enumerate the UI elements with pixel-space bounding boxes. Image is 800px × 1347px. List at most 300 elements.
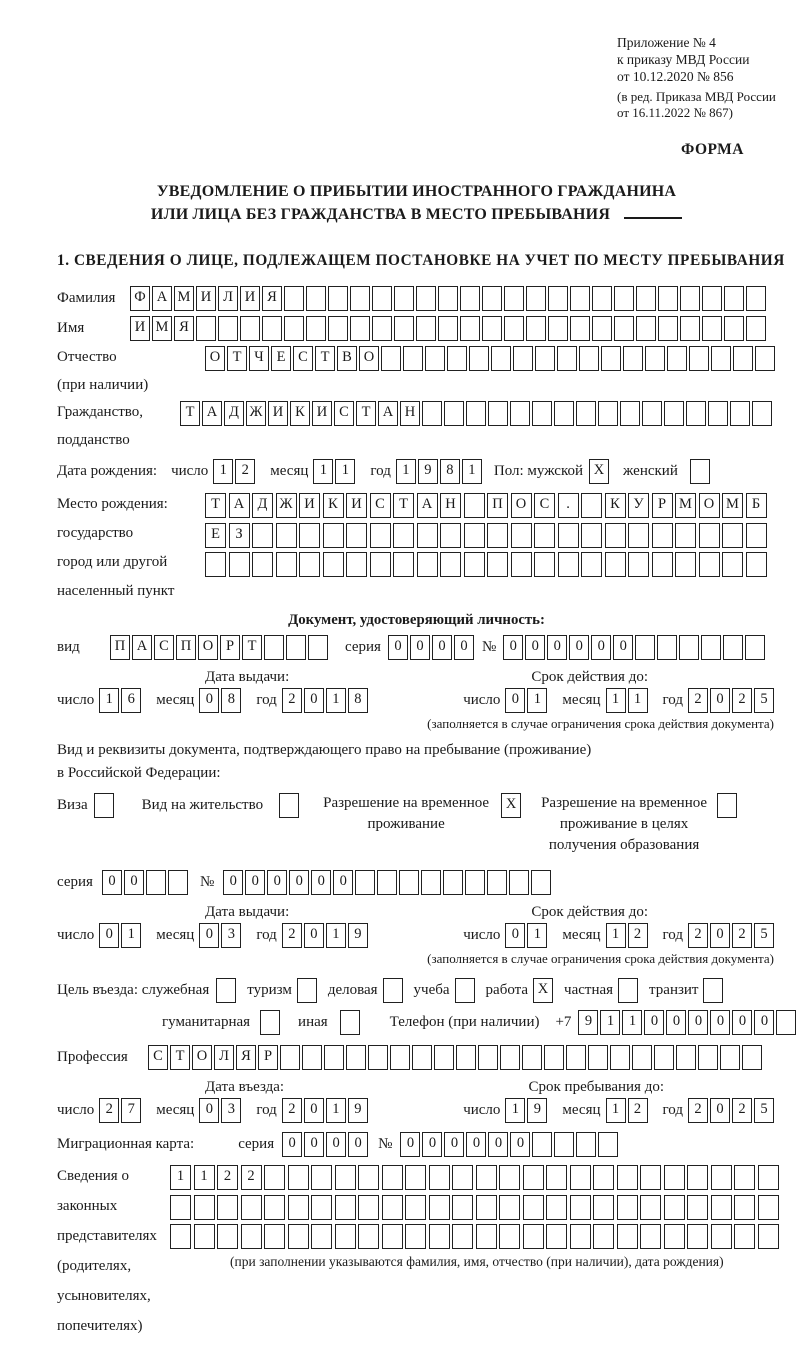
char-cell[interactable]: . bbox=[558, 493, 579, 518]
char-cell[interactable] bbox=[635, 635, 655, 660]
char-cell[interactable] bbox=[288, 1224, 309, 1249]
char-cell[interactable] bbox=[522, 1045, 542, 1070]
char-cell[interactable] bbox=[464, 552, 485, 577]
sex-female-checkbox[interactable] bbox=[690, 459, 710, 484]
char-cell[interactable] bbox=[614, 316, 634, 341]
char-cell[interactable] bbox=[640, 1224, 661, 1249]
char-cell[interactable] bbox=[734, 1165, 755, 1190]
char-cell[interactable] bbox=[679, 635, 699, 660]
char-cell[interactable] bbox=[523, 1195, 544, 1220]
char-cell[interactable] bbox=[680, 286, 700, 311]
char-cell[interactable] bbox=[460, 316, 480, 341]
char-cell[interactable]: 0 bbox=[304, 688, 324, 713]
char-cell[interactable]: Л bbox=[214, 1045, 234, 1070]
char-cell[interactable]: 9 bbox=[527, 1098, 547, 1123]
char-cell[interactable]: А bbox=[132, 635, 152, 660]
char-cell[interactable]: И bbox=[312, 401, 332, 426]
char-cell[interactable]: И bbox=[268, 401, 288, 426]
char-cell[interactable]: Д bbox=[252, 493, 273, 518]
char-cell[interactable] bbox=[416, 286, 436, 311]
char-cell[interactable] bbox=[755, 346, 775, 371]
char-cell[interactable] bbox=[393, 552, 414, 577]
char-cell[interactable]: Р bbox=[652, 493, 673, 518]
char-cell[interactable] bbox=[346, 552, 367, 577]
char-cell[interactable]: Н bbox=[440, 493, 461, 518]
char-cell[interactable] bbox=[554, 1132, 574, 1157]
char-cell[interactable]: 0 bbox=[199, 923, 219, 948]
char-cell[interactable]: И bbox=[240, 286, 260, 311]
char-cell[interactable] bbox=[350, 316, 370, 341]
char-cell[interactable]: 0 bbox=[267, 870, 287, 895]
purpose-study-checkbox[interactable] bbox=[455, 978, 475, 1003]
char-cell[interactable] bbox=[377, 870, 397, 895]
char-cell[interactable]: И bbox=[196, 286, 216, 311]
char-cell[interactable]: 0 bbox=[311, 870, 331, 895]
char-cell[interactable] bbox=[687, 1195, 708, 1220]
char-cell[interactable] bbox=[323, 552, 344, 577]
char-cell[interactable]: З bbox=[229, 523, 250, 548]
char-cell[interactable] bbox=[664, 401, 684, 426]
char-cell[interactable] bbox=[335, 1195, 356, 1220]
char-cell[interactable] bbox=[370, 552, 391, 577]
char-cell[interactable]: Ф bbox=[130, 286, 150, 311]
char-cell[interactable]: 2 bbox=[241, 1165, 262, 1190]
char-cell[interactable] bbox=[570, 286, 590, 311]
char-cell[interactable] bbox=[614, 286, 634, 311]
char-cell[interactable] bbox=[724, 286, 744, 311]
char-cell[interactable]: П bbox=[110, 635, 130, 660]
char-cell[interactable] bbox=[689, 346, 709, 371]
char-cell[interactable] bbox=[723, 635, 743, 660]
char-cell[interactable]: 1 bbox=[170, 1165, 191, 1190]
char-cell[interactable] bbox=[452, 1165, 473, 1190]
char-cell[interactable]: С bbox=[370, 493, 391, 518]
char-cell[interactable] bbox=[276, 523, 297, 548]
char-cell[interactable] bbox=[526, 316, 546, 341]
char-cell[interactable]: 0 bbox=[710, 1098, 730, 1123]
char-cell[interactable]: Я bbox=[236, 1045, 256, 1070]
char-cell[interactable]: 0 bbox=[124, 870, 144, 895]
char-cell[interactable]: О bbox=[699, 493, 720, 518]
char-cell[interactable] bbox=[286, 635, 306, 660]
char-cell[interactable] bbox=[570, 1195, 591, 1220]
char-cell[interactable]: 1 bbox=[606, 923, 626, 948]
char-cell[interactable] bbox=[429, 1165, 450, 1190]
char-cell[interactable] bbox=[734, 1195, 755, 1220]
char-cell[interactable]: 0 bbox=[466, 1132, 486, 1157]
char-cell[interactable] bbox=[593, 1165, 614, 1190]
char-cell[interactable] bbox=[733, 346, 753, 371]
char-cell[interactable]: 0 bbox=[454, 635, 474, 660]
char-cell[interactable]: 0 bbox=[488, 1132, 508, 1157]
char-cell[interactable] bbox=[328, 286, 348, 311]
char-cell[interactable] bbox=[306, 316, 326, 341]
char-cell[interactable] bbox=[652, 523, 673, 548]
char-cell[interactable]: 1 bbox=[99, 688, 119, 713]
visa-checkbox[interactable] bbox=[94, 793, 114, 818]
char-cell[interactable] bbox=[628, 523, 649, 548]
char-cell[interactable] bbox=[394, 316, 414, 341]
char-cell[interactable]: У bbox=[628, 493, 649, 518]
char-cell[interactable] bbox=[711, 346, 731, 371]
char-cell[interactable] bbox=[452, 1224, 473, 1249]
char-cell[interactable] bbox=[745, 635, 765, 660]
char-cell[interactable]: 0 bbox=[732, 1010, 752, 1035]
sex-male-checkbox[interactable]: X bbox=[589, 459, 609, 484]
char-cell[interactable]: 0 bbox=[422, 1132, 442, 1157]
char-cell[interactable] bbox=[676, 1045, 696, 1070]
char-cell[interactable]: И bbox=[130, 316, 150, 341]
char-cell[interactable] bbox=[405, 1224, 426, 1249]
char-cell[interactable]: Т bbox=[227, 346, 247, 371]
char-cell[interactable]: 0 bbox=[326, 1132, 346, 1157]
char-cell[interactable] bbox=[632, 1045, 652, 1070]
char-cell[interactable]: 5 bbox=[754, 1098, 774, 1123]
char-cell[interactable] bbox=[425, 346, 445, 371]
char-cell[interactable] bbox=[617, 1224, 638, 1249]
char-cell[interactable]: 0 bbox=[333, 870, 353, 895]
char-cell[interactable]: С bbox=[293, 346, 313, 371]
char-cell[interactable]: 2 bbox=[628, 923, 648, 948]
char-cell[interactable]: 9 bbox=[348, 923, 368, 948]
char-cell[interactable] bbox=[566, 1045, 586, 1070]
char-cell[interactable] bbox=[478, 1045, 498, 1070]
char-cell[interactable]: 0 bbox=[410, 635, 430, 660]
char-cell[interactable] bbox=[288, 1165, 309, 1190]
char-cell[interactable]: 0 bbox=[510, 1132, 530, 1157]
char-cell[interactable]: 0 bbox=[505, 688, 525, 713]
char-cell[interactable]: 2 bbox=[282, 1098, 302, 1123]
char-cell[interactable] bbox=[687, 1165, 708, 1190]
char-cell[interactable]: О bbox=[359, 346, 379, 371]
char-cell[interactable]: Р bbox=[220, 635, 240, 660]
purpose-humanitarian-checkbox[interactable] bbox=[260, 1010, 280, 1035]
char-cell[interactable] bbox=[264, 1195, 285, 1220]
char-cell[interactable] bbox=[636, 316, 656, 341]
char-cell[interactable] bbox=[776, 1010, 796, 1035]
char-cell[interactable] bbox=[504, 286, 524, 311]
char-cell[interactable] bbox=[636, 286, 656, 311]
char-cell[interactable] bbox=[664, 1195, 685, 1220]
char-cell[interactable]: 2 bbox=[732, 923, 752, 948]
char-cell[interactable]: С bbox=[334, 401, 354, 426]
char-cell[interactable] bbox=[579, 346, 599, 371]
char-cell[interactable] bbox=[229, 552, 250, 577]
char-cell[interactable]: К bbox=[323, 493, 344, 518]
char-cell[interactable]: Ж bbox=[276, 493, 297, 518]
char-cell[interactable] bbox=[464, 493, 485, 518]
char-cell[interactable]: Я bbox=[174, 316, 194, 341]
char-cell[interactable] bbox=[241, 1195, 262, 1220]
char-cell[interactable]: А bbox=[202, 401, 222, 426]
char-cell[interactable] bbox=[194, 1195, 215, 1220]
char-cell[interactable] bbox=[652, 552, 673, 577]
char-cell[interactable]: 0 bbox=[525, 635, 545, 660]
char-cell[interactable] bbox=[417, 523, 438, 548]
char-cell[interactable] bbox=[546, 1195, 567, 1220]
char-cell[interactable]: 1 bbox=[600, 1010, 620, 1035]
char-cell[interactable]: 0 bbox=[505, 923, 525, 948]
char-cell[interactable] bbox=[664, 1224, 685, 1249]
char-cell[interactable] bbox=[416, 316, 436, 341]
char-cell[interactable] bbox=[499, 1165, 520, 1190]
char-cell[interactable] bbox=[675, 552, 696, 577]
char-cell[interactable] bbox=[686, 401, 706, 426]
char-cell[interactable]: 1 bbox=[527, 923, 547, 948]
char-cell[interactable]: 2 bbox=[688, 1098, 708, 1123]
char-cell[interactable] bbox=[752, 401, 772, 426]
char-cell[interactable]: 0 bbox=[503, 635, 523, 660]
char-cell[interactable] bbox=[657, 635, 677, 660]
char-cell[interactable] bbox=[593, 1224, 614, 1249]
char-cell[interactable] bbox=[324, 1045, 344, 1070]
char-cell[interactable] bbox=[308, 635, 328, 660]
char-cell[interactable]: М bbox=[722, 493, 743, 518]
char-cell[interactable] bbox=[605, 523, 626, 548]
char-cell[interactable]: П bbox=[487, 493, 508, 518]
char-cell[interactable] bbox=[546, 1224, 567, 1249]
char-cell[interactable] bbox=[382, 1224, 403, 1249]
char-cell[interactable]: 3 bbox=[221, 1098, 241, 1123]
char-cell[interactable] bbox=[355, 870, 375, 895]
char-cell[interactable] bbox=[558, 552, 579, 577]
char-cell[interactable] bbox=[466, 401, 486, 426]
char-cell[interactable] bbox=[482, 286, 502, 311]
char-cell[interactable] bbox=[390, 1045, 410, 1070]
char-cell[interactable]: 0 bbox=[99, 923, 119, 948]
char-cell[interactable]: Я bbox=[262, 286, 282, 311]
char-cell[interactable]: 1 bbox=[326, 923, 346, 948]
char-cell[interactable] bbox=[687, 1224, 708, 1249]
char-cell[interactable] bbox=[452, 1195, 473, 1220]
char-cell[interactable] bbox=[403, 346, 423, 371]
char-cell[interactable] bbox=[288, 1195, 309, 1220]
char-cell[interactable] bbox=[746, 552, 767, 577]
char-cell[interactable] bbox=[742, 1045, 762, 1070]
char-cell[interactable] bbox=[746, 286, 766, 311]
char-cell[interactable] bbox=[711, 1195, 732, 1220]
char-cell[interactable] bbox=[476, 1195, 497, 1220]
char-cell[interactable] bbox=[358, 1165, 379, 1190]
char-cell[interactable]: Л bbox=[218, 286, 238, 311]
char-cell[interactable] bbox=[393, 523, 414, 548]
char-cell[interactable] bbox=[323, 523, 344, 548]
char-cell[interactable]: 9 bbox=[418, 459, 438, 484]
char-cell[interactable] bbox=[576, 401, 596, 426]
char-cell[interactable] bbox=[491, 346, 511, 371]
char-cell[interactable]: 0 bbox=[613, 635, 633, 660]
char-cell[interactable] bbox=[734, 1224, 755, 1249]
char-cell[interactable]: 1 bbox=[396, 459, 416, 484]
char-cell[interactable]: 1 bbox=[462, 459, 482, 484]
char-cell[interactable] bbox=[252, 523, 273, 548]
char-cell[interactable] bbox=[658, 316, 678, 341]
char-cell[interactable]: П bbox=[176, 635, 196, 660]
char-cell[interactable]: 0 bbox=[102, 870, 122, 895]
char-cell[interactable] bbox=[476, 1165, 497, 1190]
char-cell[interactable]: 1 bbox=[213, 459, 233, 484]
char-cell[interactable] bbox=[358, 1195, 379, 1220]
char-cell[interactable]: М bbox=[174, 286, 194, 311]
char-cell[interactable] bbox=[711, 1224, 732, 1249]
char-cell[interactable]: 0 bbox=[710, 1010, 730, 1035]
char-cell[interactable] bbox=[620, 401, 640, 426]
char-cell[interactable]: И bbox=[299, 493, 320, 518]
char-cell[interactable] bbox=[405, 1195, 426, 1220]
char-cell[interactable] bbox=[558, 523, 579, 548]
char-cell[interactable] bbox=[511, 523, 532, 548]
char-cell[interactable]: 1 bbox=[194, 1165, 215, 1190]
char-cell[interactable]: Т bbox=[356, 401, 376, 426]
char-cell[interactable] bbox=[346, 523, 367, 548]
purpose-official-checkbox[interactable] bbox=[216, 978, 236, 1003]
char-cell[interactable] bbox=[217, 1224, 238, 1249]
char-cell[interactable] bbox=[592, 316, 612, 341]
char-cell[interactable] bbox=[335, 1224, 356, 1249]
char-cell[interactable]: 0 bbox=[644, 1010, 664, 1035]
char-cell[interactable]: 5 bbox=[754, 688, 774, 713]
char-cell[interactable] bbox=[381, 346, 401, 371]
char-cell[interactable] bbox=[605, 552, 626, 577]
char-cell[interactable]: 9 bbox=[348, 1098, 368, 1123]
char-cell[interactable]: О bbox=[205, 346, 225, 371]
char-cell[interactable] bbox=[645, 346, 665, 371]
char-cell[interactable] bbox=[708, 401, 728, 426]
char-cell[interactable] bbox=[421, 870, 441, 895]
char-cell[interactable] bbox=[548, 316, 568, 341]
char-cell[interactable]: 5 bbox=[754, 923, 774, 948]
char-cell[interactable]: 6 bbox=[121, 688, 141, 713]
char-cell[interactable] bbox=[358, 1224, 379, 1249]
char-cell[interactable] bbox=[699, 552, 720, 577]
char-cell[interactable] bbox=[535, 346, 555, 371]
char-cell[interactable] bbox=[262, 316, 282, 341]
char-cell[interactable] bbox=[252, 552, 273, 577]
char-cell[interactable]: К bbox=[290, 401, 310, 426]
purpose-private-checkbox[interactable] bbox=[618, 978, 638, 1003]
char-cell[interactable] bbox=[523, 1224, 544, 1249]
char-cell[interactable]: 1 bbox=[121, 923, 141, 948]
char-cell[interactable]: 0 bbox=[282, 1132, 302, 1157]
char-cell[interactable]: 1 bbox=[606, 1098, 626, 1123]
char-cell[interactable] bbox=[623, 346, 643, 371]
char-cell[interactable] bbox=[168, 870, 188, 895]
char-cell[interactable] bbox=[487, 523, 508, 548]
char-cell[interactable] bbox=[617, 1165, 638, 1190]
char-cell[interactable]: 0 bbox=[569, 635, 589, 660]
char-cell[interactable] bbox=[548, 286, 568, 311]
char-cell[interactable]: К bbox=[605, 493, 626, 518]
char-cell[interactable] bbox=[311, 1195, 332, 1220]
char-cell[interactable]: Е bbox=[271, 346, 291, 371]
char-cell[interactable] bbox=[346, 1045, 366, 1070]
char-cell[interactable]: 0 bbox=[199, 1098, 219, 1123]
char-cell[interactable] bbox=[499, 1224, 520, 1249]
char-cell[interactable] bbox=[372, 286, 392, 311]
char-cell[interactable] bbox=[217, 1195, 238, 1220]
char-cell[interactable] bbox=[240, 316, 260, 341]
char-cell[interactable]: Т bbox=[315, 346, 335, 371]
char-cell[interactable] bbox=[335, 1165, 356, 1190]
char-cell[interactable] bbox=[476, 1224, 497, 1249]
char-cell[interactable] bbox=[440, 523, 461, 548]
char-cell[interactable] bbox=[534, 552, 555, 577]
char-cell[interactable] bbox=[465, 870, 485, 895]
char-cell[interactable] bbox=[284, 316, 304, 341]
char-cell[interactable]: О bbox=[511, 493, 532, 518]
char-cell[interactable] bbox=[488, 401, 508, 426]
char-cell[interactable]: С bbox=[154, 635, 174, 660]
char-cell[interactable] bbox=[557, 346, 577, 371]
char-cell[interactable] bbox=[460, 286, 480, 311]
char-cell[interactable] bbox=[523, 1165, 544, 1190]
char-cell[interactable] bbox=[570, 1165, 591, 1190]
char-cell[interactable]: Ч bbox=[249, 346, 269, 371]
char-cell[interactable] bbox=[302, 1045, 322, 1070]
char-cell[interactable] bbox=[581, 523, 602, 548]
char-cell[interactable] bbox=[438, 316, 458, 341]
char-cell[interactable] bbox=[509, 870, 529, 895]
purpose-tourism-checkbox[interactable] bbox=[297, 978, 317, 1003]
char-cell[interactable] bbox=[438, 286, 458, 311]
char-cell[interactable]: А bbox=[152, 286, 172, 311]
char-cell[interactable] bbox=[417, 552, 438, 577]
char-cell[interactable]: 1 bbox=[335, 459, 355, 484]
char-cell[interactable] bbox=[311, 1165, 332, 1190]
char-cell[interactable] bbox=[299, 523, 320, 548]
char-cell[interactable]: 0 bbox=[289, 870, 309, 895]
temp-residence-checkbox[interactable]: X bbox=[501, 793, 521, 818]
char-cell[interactable]: А bbox=[229, 493, 250, 518]
char-cell[interactable] bbox=[640, 1165, 661, 1190]
char-cell[interactable] bbox=[724, 316, 744, 341]
char-cell[interactable] bbox=[546, 1165, 567, 1190]
char-cell[interactable]: 0 bbox=[710, 923, 730, 948]
char-cell[interactable]: 2 bbox=[282, 923, 302, 948]
char-cell[interactable]: В bbox=[337, 346, 357, 371]
char-cell[interactable] bbox=[464, 523, 485, 548]
char-cell[interactable] bbox=[264, 635, 284, 660]
char-cell[interactable] bbox=[372, 316, 392, 341]
char-cell[interactable] bbox=[350, 286, 370, 311]
char-cell[interactable] bbox=[675, 523, 696, 548]
char-cell[interactable] bbox=[218, 316, 238, 341]
char-cell[interactable] bbox=[570, 316, 590, 341]
char-cell[interactable] bbox=[444, 401, 464, 426]
purpose-business-checkbox[interactable] bbox=[383, 978, 403, 1003]
char-cell[interactable]: С bbox=[148, 1045, 168, 1070]
char-cell[interactable]: 1 bbox=[505, 1098, 525, 1123]
char-cell[interactable] bbox=[280, 1045, 300, 1070]
char-cell[interactable]: 2 bbox=[732, 688, 752, 713]
char-cell[interactable] bbox=[284, 286, 304, 311]
edu-residence-checkbox[interactable] bbox=[717, 793, 737, 818]
char-cell[interactable] bbox=[499, 1195, 520, 1220]
char-cell[interactable] bbox=[328, 316, 348, 341]
char-cell[interactable]: 2 bbox=[628, 1098, 648, 1123]
char-cell[interactable]: 8 bbox=[221, 688, 241, 713]
char-cell[interactable] bbox=[702, 286, 722, 311]
char-cell[interactable] bbox=[405, 1165, 426, 1190]
char-cell[interactable]: 1 bbox=[606, 688, 626, 713]
char-cell[interactable]: 7 bbox=[121, 1098, 141, 1123]
char-cell[interactable]: 1 bbox=[622, 1010, 642, 1035]
char-cell[interactable]: 0 bbox=[245, 870, 265, 895]
char-cell[interactable] bbox=[513, 346, 533, 371]
char-cell[interactable] bbox=[680, 316, 700, 341]
char-cell[interactable] bbox=[443, 870, 463, 895]
char-cell[interactable] bbox=[306, 286, 326, 311]
